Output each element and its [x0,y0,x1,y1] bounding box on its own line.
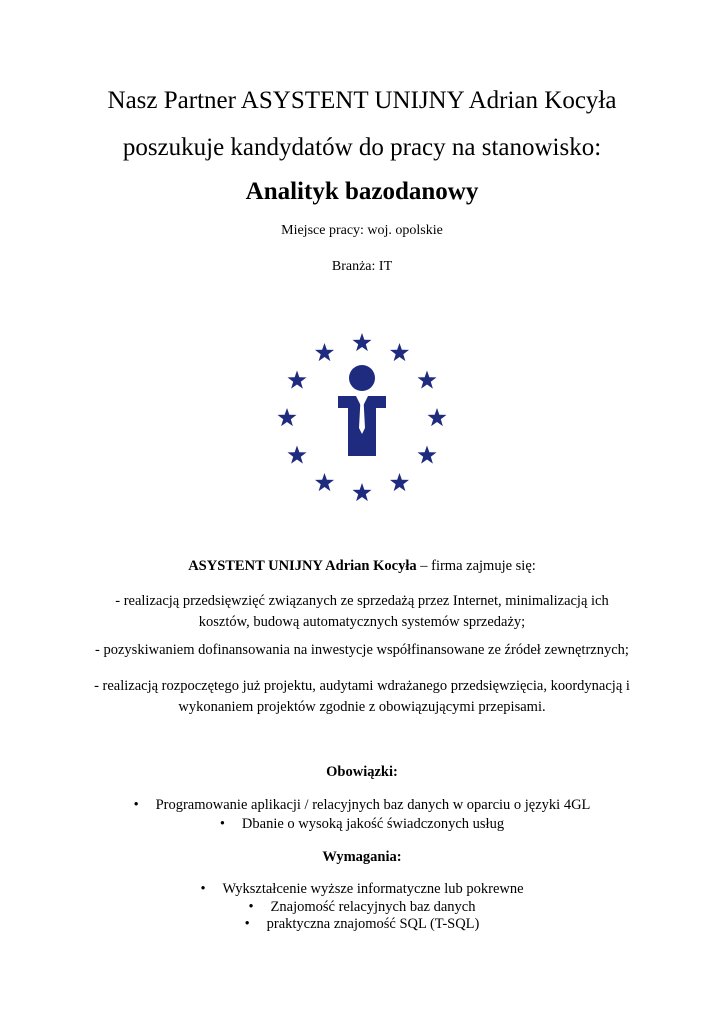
star-icon [417,446,436,464]
star-icon [315,343,334,361]
activity-1-line-2: kosztów, budową automatycznych systemów sprzedaży; [198,614,526,630]
company-intro [0,556,724,577]
activity-3 [70,676,654,718]
requirements-title: Wymagania: [322,849,402,865]
job-title: Analityk bazodanowy [245,178,479,205]
star-icon [390,343,409,361]
star-icon [390,473,409,491]
activity-3-line-2: wykonaniem projektów zgodnie z obowiązującymi przepisami. [178,699,546,715]
duties-title: Obowiązki: [326,764,398,780]
bullet-icon: • [244,916,250,932]
star-icon [287,371,306,389]
activity-3-line-1: - realizacją rozpoczętego już projektu, audytami wdrażanego przedsięwzięcia, koordynacją i [94,678,630,694]
requirement-item [0,915,724,933]
star-icon [315,473,334,491]
star-icon [277,408,296,426]
star-icon [352,333,371,351]
star-icon [427,408,446,426]
duty-item-text: Dbanie o wysoką jakość świadczonych usług [241,816,505,832]
job-location: Miejsce pracy: woj. opolskie [281,223,443,238]
headline-partner: Nasz Partner ASYSTENT UNIJNY Adrian Kocyła [107,87,617,114]
requirement-item-text: Wykształcenie wyższe informatyczne lub pokrewne [222,881,524,897]
bullet-icon: • [248,899,254,915]
requirement-item-text: praktyczna znajomość SQL (T-SQL) [266,916,480,932]
asystent-unijny-logo [272,330,452,510]
activity-1-line-1: - realizacją przedsięwzięć związanych ze sprzedażą przez Internet, minimalizacją ich [115,593,609,609]
company-name: ASYSTENT UNIJNY Adrian Kocyła [188,558,417,574]
company-intro-suffix: – firma zajmuje się: [416,558,536,574]
activity-2: - pozyskiwaniem dofinansowania na inwestycje współfinansowane ze źródeł zewnętrznych; [95,642,629,658]
requirement-item-text: Znajomość relacyjnych baz danych [270,899,476,915]
star-icon [287,446,306,464]
bullet-icon: • [133,797,139,813]
headline-search: poszukuje kandydatów do pracy na stanowisko: [122,134,602,161]
requirement-item [0,880,724,898]
star-icon [352,483,371,501]
star-icon [417,371,436,389]
person-info-icon [338,365,386,456]
requirement-item [0,898,724,916]
duty-item [0,815,724,833]
activity-1 [70,591,654,633]
bullet-icon: • [219,816,225,832]
duty-item [0,796,724,814]
bullet-icon: • [200,881,206,897]
job-industry: Branża: IT [331,259,393,274]
duty-item-text: Programowanie aplikacji / relacyjnych baz danych w oparciu o języki 4GL [155,797,591,813]
